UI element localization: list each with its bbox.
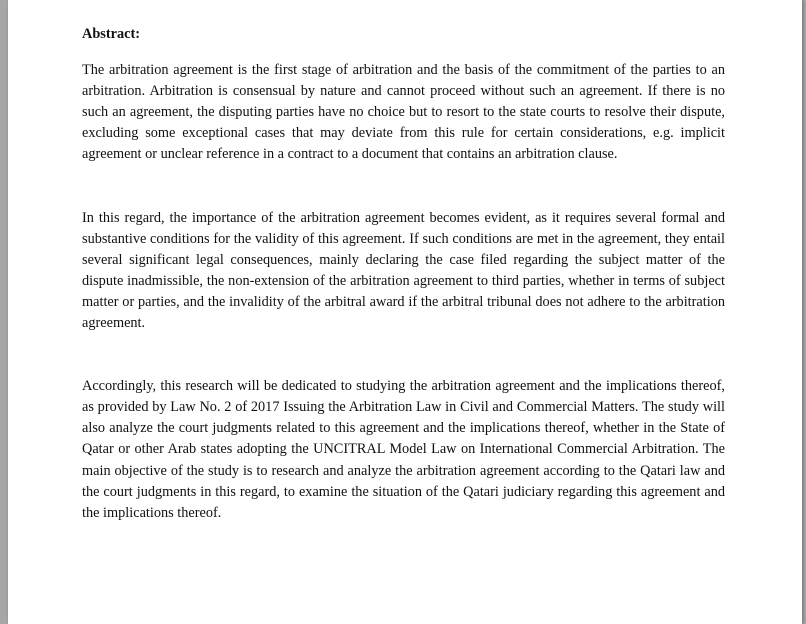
abstract-heading: Abstract: (82, 26, 140, 42)
page-content (82, 24, 725, 524)
abstract-paragraph-3: Accordingly, this research will be dedicated to studying the arbitration agreement and the implications thereof, as provided by Law No. 2 of 2017 Issuing the Arbitration Law in Civil and Commercial Matters. The study will also analyze the court judgments related to this agreement and the implications thereof, whether in the State of Qatar or other Arab states adopting the UNCITRAL Model Law on International Commercial Arbitration. The main objective of the study is to research and analyze the arbitration agreement according to the Qatari law and the court judgments in this regard, to examine the situation of the Qatari judiciary regarding this agreement and the implications thereof. (82, 378, 725, 521)
abstract-paragraph-2: In this regard, the importance of the arbitration agreement becomes evident, as it requires several formal and substantive conditions for the validity of this agreement. If such conditions are met in the agreement, they entail several significant legal consequences, mainly declaring the case filed regarding the subject matter of the dispute inadmissible, the non-extension of the arbitration agreement to third parties, whether in terms of subject matter or parties, and the invalidity of the arbitral award if the arbitral tribunal does not adhere to the arbitration agreement. (82, 209, 725, 332)
abstract-paragraph-1: The arbitration agreement is the first stage of arbitration and the basis of the commitment of the parties to an arbitration. Arbitration is consensual by nature and cannot proceed without such an agreement. If there is no such an agreement, the disputing parties have no choice but to resort to the state courts to resolve their dispute, excluding some exceptional cases that may deviate from this rule for certain considerations, e.g. implicit agreement or unclear reference in a contract to a document that contains an arbitration clause. (82, 62, 725, 163)
document-page (8, 0, 802, 624)
